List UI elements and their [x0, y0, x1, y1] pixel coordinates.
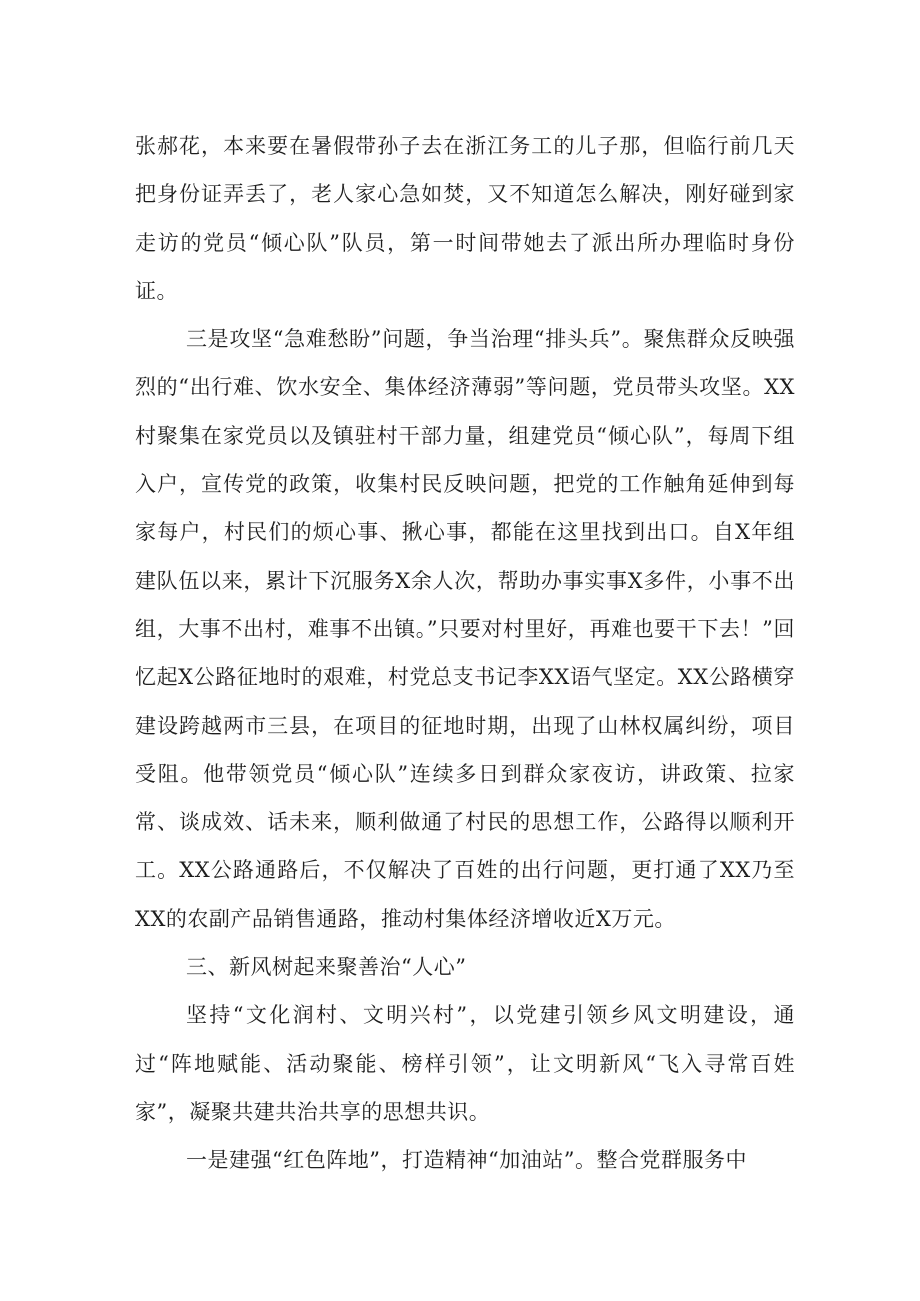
paragraph-third-point: 三是攻坚“急难愁盼”问题，争当治理“排头兵”。聚焦群众反映强烈的“出行难、饮水安全、集体经济薄弱”等问题，党员带头攻坚。XX村聚集在家党员以及镇驻村干部力量，组建党员“倾心队”，每周下组入户，宣传党的政策，收集村民反映问题，把党的工作触角延伸到每家每户，村民们的烦心事、揪心事，都能在这里找到出口。自X年组建队伍以来，累计下沉服务X余人次，帮助办事实事X多件，小事不出组，大事不出村，难事不出镇。”只要对村里好，再难也要干下去！”回忆起X公路征地时的艰难，村党总支书记李XX语气坚定。XX公路横穿建设跨越两市三县，在项目的征地时期，出现了山林权属纠纷，项目受阻。他带领党员“倾心队”连续多日到群众家夜访，讲政策、拉家常、谈成效、话未来，顺利做通了村民的思想工作，公路得以顺利开工。XX公路通路后，不仅解决了百姓的出行问题，更打通了XX乃至XX的农副产品销售通路，推动村集体经济增收近X万元。: [135, 327, 795, 931]
paragraph-section-intro: 坚持“文化润村、文明兴村”，以党建引领乡风文明建设，通过“阵地赋能、活动聚能、榜样引领”，让文明新风“飞入寻常百姓家”，凝聚共建共治共享的思想共识。: [135, 1003, 795, 1124]
section-heading: 三、新风树起来聚善治“人心”: [186, 955, 467, 980]
paragraph-first-point: 一是建强“红色阵地”，打造精神“加油站”。整合党群服务中: [186, 1148, 747, 1173]
paragraph-continuation: 张郝花，本来要在暑假带孙子去在浙江务工的儿子那，但临行前几天把身份证弄丢了，老人家心急如焚，又不知道怎么解决，刚好碰到家走访的党员“倾心队”队员，第一时间带她去了派出所办理临时身份证。: [135, 134, 795, 303]
document-body: [135, 122, 795, 1185]
